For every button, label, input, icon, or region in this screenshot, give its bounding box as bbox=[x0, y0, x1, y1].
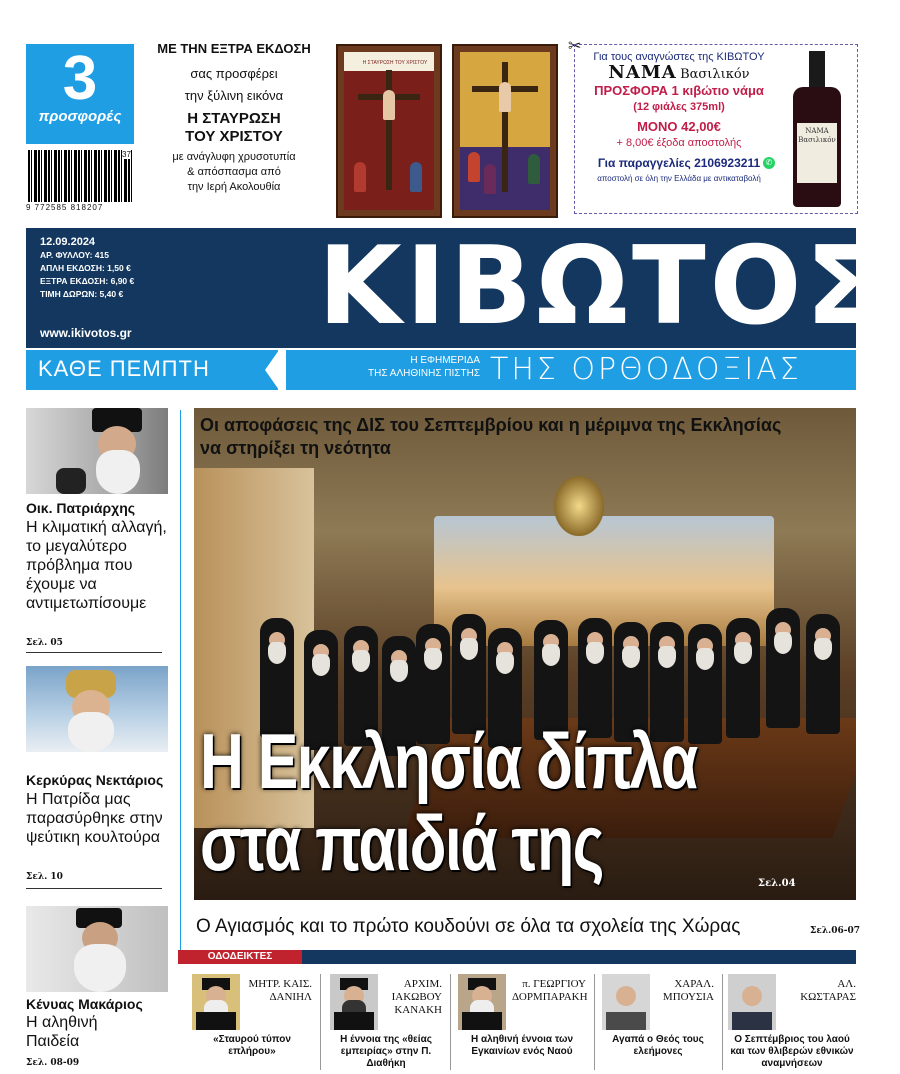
sidebar-2-body: Η Πατρίδα μας παρασύρθηκε στην ψεύτικη κουλτούρα bbox=[26, 791, 163, 846]
guide-item bbox=[602, 970, 714, 1070]
promo-title-1: Η ΣΤΑΥΡΩΣΗ bbox=[187, 110, 281, 127]
guide-caption: Η αληθινή έννοια των Εγκαινίων ενός Ναού bbox=[470, 1034, 574, 1057]
promo-line-3: την ξύλινη εικόνα bbox=[184, 88, 284, 103]
price-simple: ΑΠΛΗ ΕΚΔΟΣΗ: 1,50 € bbox=[40, 263, 131, 273]
guides-label: ΟΔΟΔΕΙΚΤΕΣ bbox=[178, 950, 302, 964]
promo-line-5: & απόσπασμα από bbox=[187, 166, 281, 178]
column-divider bbox=[180, 410, 181, 950]
promo-badge-label: προσφορές bbox=[38, 108, 122, 125]
main-title bbox=[200, 717, 707, 887]
main-page-ref: Σελ.04 bbox=[758, 878, 796, 889]
wine-ad-brand-sub: Βασιλικόν bbox=[680, 67, 750, 82]
guide-photo bbox=[330, 974, 378, 1030]
price-gifts: ΤΙΜΗ ΔΩΡΩΝ: 5,40 € bbox=[40, 289, 124, 299]
wine-ad-brand: ΝΑΜΑ bbox=[608, 62, 677, 83]
guide-author: ΑΛ. ΚΩΣΤΑΡΑΣ bbox=[800, 978, 856, 1003]
sidebar-divider bbox=[26, 652, 162, 653]
guide-author: π. ΓΕΩΡΓΙΟΥ ΔΟΡΜΠΑΡΑΚΗ bbox=[512, 978, 588, 1003]
wine-ad-shipping: + 8,00€ έξοδα αποστολής bbox=[616, 137, 742, 149]
promo-title-2: ΤΟΥ ΧΡΙΣΤΟΥ bbox=[185, 128, 283, 145]
sidebar-photo-kerkyra bbox=[26, 666, 168, 752]
issue-info bbox=[40, 236, 134, 301]
guide-item bbox=[728, 970, 856, 1070]
promo-line-2: σας προσφέρει bbox=[190, 66, 278, 81]
guide-caption: «Σταυρού τύπον επλήρου» bbox=[213, 1034, 291, 1057]
wine-ad-offer: ΠΡΟΣΦΟΡΑ 1 κιβώτιο νάμα bbox=[594, 83, 764, 98]
main-headline: Οι αποφάσεις της ΔΙΣ του Σεπτεμβρίου και η μέριμνα της Εκκλησίας να στηρίξει τη νεότητα bbox=[200, 415, 782, 458]
guide-divider bbox=[320, 974, 321, 1070]
guide-item bbox=[192, 970, 312, 1070]
wine-bottle-image bbox=[785, 51, 849, 207]
sidebar-1-head: Οικ. Πατριάρχης bbox=[26, 500, 136, 516]
guide-divider bbox=[722, 974, 723, 1070]
sidebar-3-head: Κένυας Μακάριος bbox=[26, 996, 143, 1012]
crucifixion-icon-image-2 bbox=[452, 44, 558, 218]
guide-author: ΑΡΧΙΜ. ΙΑΚΩΒΟΥ ΚΑΝΑΚΗ bbox=[391, 978, 442, 1016]
sidebar-photo-kenya bbox=[26, 906, 168, 992]
scissors-icon: ✂ bbox=[568, 38, 582, 55]
wine-ad-pack: (12 φιάλες 375ml) bbox=[633, 101, 725, 113]
guide-item bbox=[458, 970, 586, 1070]
sidebar-3-page: Σελ. 08-09 bbox=[26, 1058, 80, 1068]
promo-line-4: με ανάγλυφη χρυσοτυπία bbox=[172, 151, 296, 163]
guide-divider bbox=[450, 974, 451, 1070]
barcode-suffix: 37 bbox=[122, 150, 131, 159]
tagline-banner bbox=[286, 350, 856, 390]
promo-text bbox=[140, 40, 328, 195]
weekly-label: ΚΑΘΕ ΠΕΜΠΤΗ bbox=[38, 356, 210, 381]
wine-ad-delivery: αποστολή σε όλη την Ελλάδα με αντικαταβολή bbox=[597, 174, 761, 183]
price-extra: ΕΞΤΡΑ ΕΚΔΟΣΗ: 6,90 € bbox=[40, 276, 135, 286]
guide-caption: Αγαπά ο Θεός τους ελεήμονες bbox=[612, 1034, 704, 1057]
tagline-small-2: ΤΗΣ ΑΛΗΘΙΝΗΣ ΠΙΣΤΗΣ bbox=[368, 368, 480, 379]
sidebar-2-page: Σελ. 10 bbox=[26, 872, 63, 882]
crucifixion-icon-image-1 bbox=[336, 44, 442, 218]
tagline-big: ΤΗΣ ΟΡΘΟΔΟΞΙΑΣ bbox=[490, 352, 802, 387]
guide-author: ΜΗΤΡ. ΚΑΙΣ. ΔΑΝΙΗΛ bbox=[248, 978, 312, 1003]
guide-photo bbox=[192, 974, 240, 1030]
icon-caption: Η ΣΤΑΥΡΩΣΗ ΤΟΥ ΧΡΙΣΤΟΥ bbox=[362, 60, 428, 66]
guide-author: ΧΑΡΑΛ. ΜΠΟΥΣΙΑ bbox=[662, 978, 714, 1003]
wine-ad-orders: Για παραγγελίες 2106923211 bbox=[597, 156, 761, 170]
guide-photo bbox=[458, 974, 506, 1030]
main-title-line-2: στα παιδιά της bbox=[200, 799, 603, 887]
website-link[interactable]: www.ikivotos.gr bbox=[40, 326, 132, 340]
promo-badge-number: 3 bbox=[62, 44, 98, 113]
main-subheadline: Ο Αγιασμός και το πρώτο κουδούνι σε όλα τα σχολεία της Χώρας bbox=[196, 916, 741, 937]
wine-advertisement bbox=[574, 44, 858, 214]
wine-ad-price: ΜΟΝΟ 42,00€ bbox=[637, 119, 721, 134]
masthead bbox=[26, 224, 884, 349]
main-subheadline-page: Σελ.06-07 bbox=[810, 926, 861, 936]
guide-caption: Η έννοια της «θείας εμπειρίας» στην Π. Διαθήκη bbox=[340, 1034, 432, 1069]
promo-badge bbox=[26, 44, 134, 144]
main-title-line-1: Η Εκκλησία δίπλα bbox=[200, 717, 697, 805]
sidebar-divider bbox=[26, 888, 162, 889]
tagline-small-1: Η ΕΦΗΜΕΡΙΔΑ bbox=[410, 355, 480, 366]
promo-line-1: ΜΕ ΤΗΝ ΕΞΤΡΑ ΕΚΔΟΣΗ bbox=[157, 41, 311, 56]
promo-line-6: την Ιερή Ακολουθία bbox=[187, 181, 281, 193]
banner-arrow-icon bbox=[265, 350, 279, 390]
sidebar-1-page: Σελ. 05 bbox=[26, 638, 63, 648]
bottle-label: ΝΑΜΑ Βασιλικόν bbox=[797, 123, 837, 183]
guide-divider bbox=[594, 974, 595, 1070]
sidebar-1-body: Η κλιματική αλλαγή, το μεγαλύτερο πρόβλημα που έχουμε να αντιμετωπίσουμε bbox=[26, 519, 167, 612]
phone-icon: ✆ bbox=[763, 157, 775, 169]
sidebar-3-body: Η αληθινή Παιδεία bbox=[26, 1014, 98, 1050]
wine-ad-intro: Για τους αναγνώστες της ΚΙΒΩΤΟΥ bbox=[593, 51, 765, 63]
guide-photo bbox=[602, 974, 650, 1030]
newspaper-title: ΚΙΒΩΤΟΣ bbox=[318, 224, 884, 349]
sidebar-photo-patriarch bbox=[26, 408, 168, 494]
barcode bbox=[28, 150, 134, 202]
barcode-number: 9 772585 818207 bbox=[26, 203, 104, 212]
guide-caption: Ο Σεπτέμβριος του λαού και των θλιβερών εθνικών αναμνήσεων bbox=[730, 1034, 854, 1069]
issue-number: ΑΡ. ΦΥΛΛΟΥ: 415 bbox=[40, 250, 109, 260]
issue-date: 12.09.2024 bbox=[40, 236, 96, 248]
sidebar-2-head: Κερκύρας Νεκτάριος bbox=[26, 772, 164, 788]
guide-item bbox=[330, 970, 442, 1070]
guide-photo bbox=[728, 974, 776, 1030]
weekly-banner bbox=[26, 350, 278, 390]
